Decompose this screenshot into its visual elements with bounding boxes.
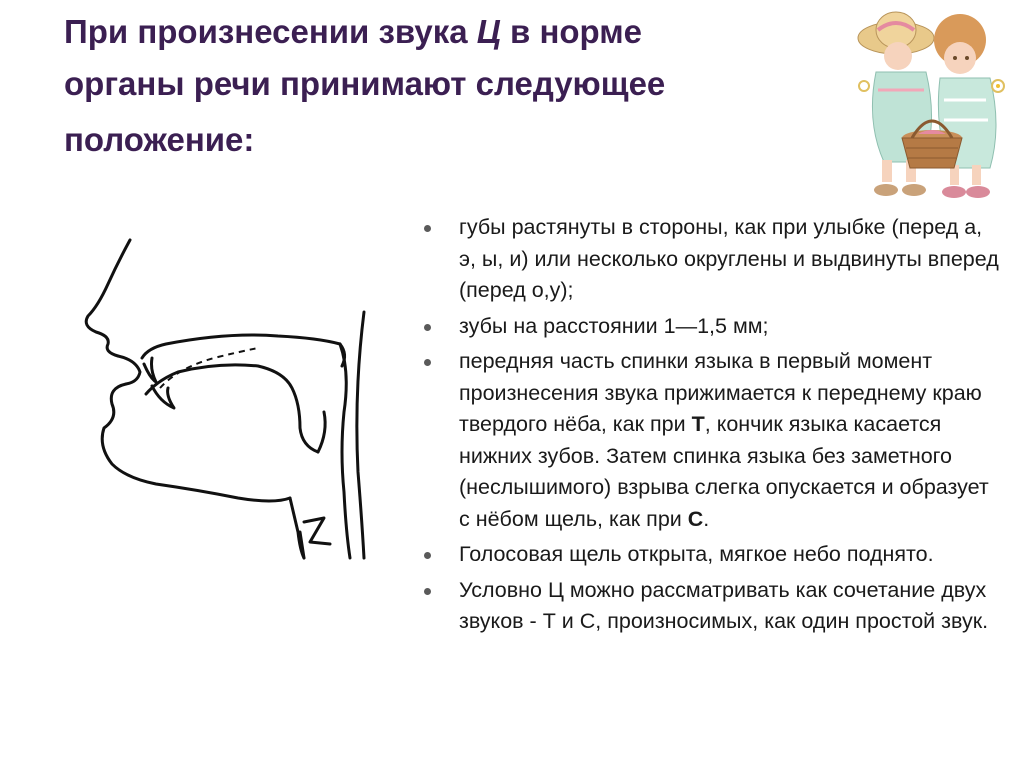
children-illustration bbox=[848, 0, 1024, 205]
articulation-list bbox=[424, 212, 1004, 642]
title-line3: положение: bbox=[64, 121, 255, 158]
title-line2: органы речи принимают следующее bbox=[64, 65, 666, 102]
articulation-diagram bbox=[78, 232, 370, 562]
slide-title bbox=[64, 6, 824, 166]
list-item: передняя часть спинки языка в первый момент произнесения звука прижимается к переднему краю твердого нёба, как при Т, кончик языка касается нижних зубов. Затем спинка языка без заметного (неслышимого) взрыва слегка опускается и образует с нёбом щель, как при С. bbox=[424, 346, 1004, 535]
list-item: зубы на расстоянии 1—1,5 мм; bbox=[424, 311, 1004, 343]
bold-letter-s: С bbox=[687, 506, 704, 531]
bold-letter-t: Т bbox=[691, 412, 705, 436]
list-item: губы растянуты в стороны, как при улыбке (перед а, э, ы, и) или несколько округлены и выдвинуты вперед (перед о,у); bbox=[424, 212, 1004, 307]
list-item: Условно Ц можно рассматривать как сочетание двух звуков - Т и С, произносимых, как один простой звук. bbox=[424, 575, 1004, 638]
title-line1: При произнесении звука Ц в норме bbox=[64, 13, 643, 50]
title-letter: Ц bbox=[476, 13, 501, 50]
list-item: Голосовая щель открыта, мягкое небо поднято. bbox=[424, 539, 1004, 571]
